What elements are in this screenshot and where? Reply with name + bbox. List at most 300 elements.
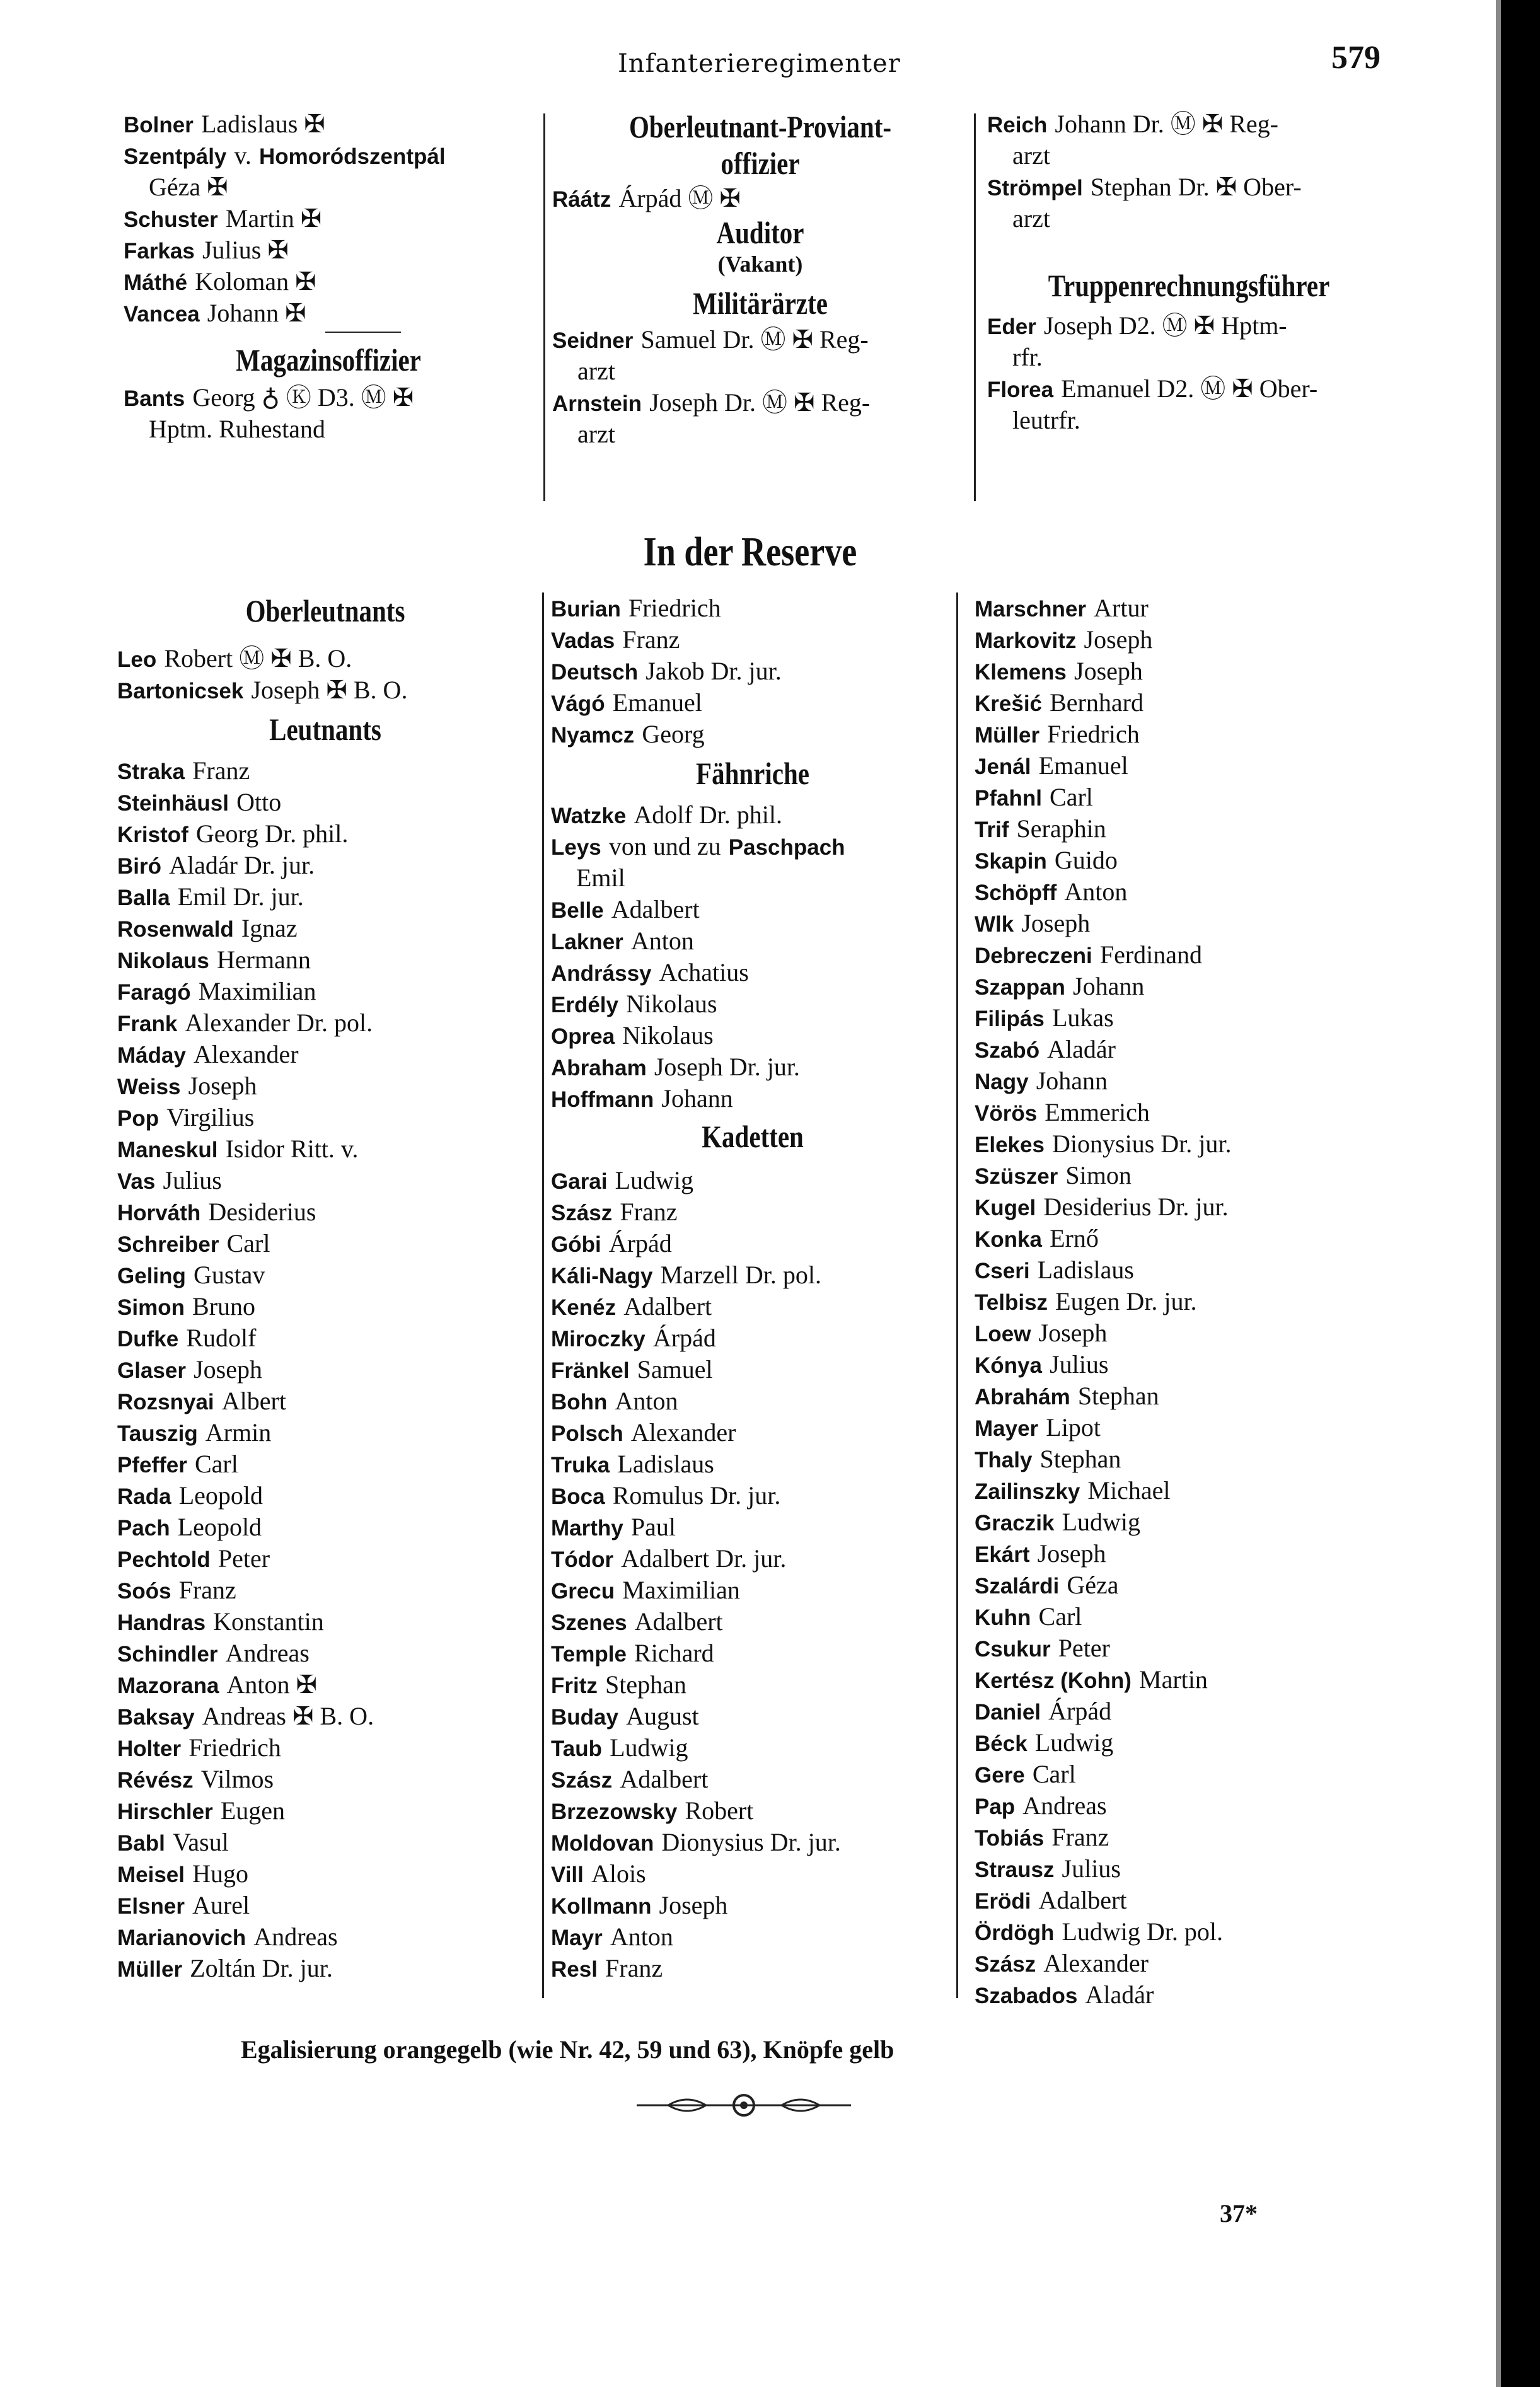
- given-name: Adalbert: [634, 1607, 723, 1636]
- surname: Révész: [117, 1768, 194, 1793]
- surname: Góbi: [551, 1232, 601, 1257]
- roster-entry: [975, 971, 1391, 1002]
- roster-entry: [117, 1291, 533, 1322]
- section-heading: Oberleutnants: [245, 593, 405, 628]
- section-heading: Magazinsoffizier: [236, 342, 421, 378]
- given-name: Carl: [1038, 1602, 1082, 1631]
- given-name: Samuel: [637, 1355, 713, 1384]
- surname: Burian: [551, 597, 621, 621]
- surname: Filipás: [975, 1007, 1045, 1031]
- given-name: Andreas: [225, 1639, 310, 1667]
- reserve-heading: In der Reserve: [643, 529, 857, 575]
- given-name: Emmerich: [1045, 1098, 1150, 1126]
- surname: Gere: [975, 1763, 1025, 1788]
- roster-entry: [117, 1638, 533, 1669]
- given-name: Joseph: [1021, 909, 1091, 937]
- roster-entry: [975, 782, 1391, 813]
- surname: Meisel: [117, 1863, 185, 1887]
- given-name: Johann: [1036, 1066, 1108, 1095]
- given-name: Stephan: [605, 1670, 686, 1699]
- given-name: Anton: [1064, 877, 1128, 906]
- roster-entry: [975, 1664, 1391, 1696]
- roster-entry: [117, 1953, 533, 1984]
- given-name: Ernő: [1050, 1224, 1099, 1252]
- given-name: Ludwig: [1062, 1508, 1140, 1536]
- surname: Belle: [551, 898, 604, 923]
- surname: Holter: [117, 1737, 182, 1761]
- roster-entry: [124, 171, 533, 203]
- given-name: Maximilian: [622, 1576, 740, 1604]
- roster-entry: [551, 894, 954, 925]
- given-name: Leopold: [178, 1481, 263, 1510]
- given-name: Stephan: [1039, 1445, 1121, 1473]
- given-name: Vilmos: [200, 1765, 274, 1793]
- given-name: Alexander: [1043, 1949, 1149, 1977]
- roster-entry: [124, 298, 533, 329]
- given-name: Gustav: [194, 1261, 265, 1289]
- roster-entry: [975, 1475, 1391, 1506]
- surname: Seidner: [552, 328, 634, 353]
- roster-entry: [552, 387, 968, 419]
- roster-entry: [551, 1322, 954, 1354]
- roster-entry: [975, 750, 1391, 782]
- given-name: arzt: [1012, 204, 1050, 233]
- given-name: Joseph: [1084, 625, 1153, 654]
- surname: Handras: [117, 1610, 206, 1635]
- given-name: Franz: [605, 1954, 663, 1982]
- given-name: Armin: [205, 1418, 272, 1447]
- surname: Szabó: [975, 1038, 1040, 1063]
- given-name: Andreas: [253, 1922, 338, 1951]
- roster-entry: [117, 913, 533, 944]
- roster-entry: [117, 1511, 533, 1543]
- surname: Dufke: [117, 1327, 179, 1351]
- given-name: Aladár: [1085, 1980, 1154, 2009]
- given-name: Robert: [685, 1796, 754, 1825]
- surname: Andrássy: [551, 961, 652, 986]
- roster-entry: [117, 1259, 533, 1291]
- given-name: Leopold: [177, 1513, 262, 1541]
- given-name: Peter: [1058, 1634, 1110, 1662]
- given-name: Lukas: [1051, 1003, 1114, 1032]
- surname: Oprea: [551, 1024, 615, 1049]
- given-name: Franz: [622, 625, 680, 654]
- roster-entry: [551, 1921, 954, 1953]
- given-name: Nikolaus: [626, 990, 717, 1018]
- given-name: Paul: [630, 1513, 676, 1541]
- roster-entry: [551, 1165, 954, 1196]
- surname: Baksay: [117, 1705, 195, 1730]
- given-name: Achatius: [659, 958, 749, 986]
- roster-entry: [551, 1291, 954, 1322]
- surname: Simon: [117, 1295, 185, 1320]
- scan-edge-shadow: [1496, 0, 1501, 2387]
- given-name: Ladislaus ✠: [200, 110, 325, 138]
- roster-entry: [975, 624, 1391, 656]
- surname-part: Paschpach: [728, 835, 845, 860]
- given-name: Aladár Dr. jur.: [169, 851, 315, 879]
- given-name: Carl: [226, 1229, 270, 1257]
- given-name: von und zu: [608, 832, 721, 860]
- roster-entry: [117, 976, 533, 1007]
- roster-entry: [551, 1732, 954, 1764]
- column-3-bottom: [975, 592, 1391, 2011]
- roster-entry: [975, 719, 1391, 750]
- surname: Rozsnyai: [117, 1390, 214, 1414]
- roster-entry: [987, 342, 1391, 373]
- surname: Pach: [117, 1516, 170, 1540]
- given-name: Ludwig: [615, 1166, 694, 1194]
- roster-entry: [551, 799, 954, 831]
- surname: Kertész (Kohn): [975, 1668, 1132, 1693]
- roster-entry: [117, 1858, 533, 1890]
- surname: Daniel: [975, 1700, 1041, 1725]
- surname: Szalárdi: [975, 1574, 1060, 1598]
- given-name: Adalbert: [620, 1765, 709, 1793]
- surname: Reich: [987, 113, 1048, 137]
- surname: Mayer: [975, 1416, 1039, 1441]
- section-heading: Truppenrechnungsführer: [1048, 268, 1330, 303]
- column-1-bottom: [117, 592, 533, 1984]
- given-name: Bruno: [192, 1292, 256, 1321]
- roster-entry: [551, 1953, 954, 1984]
- surname: Szenes: [551, 1610, 627, 1635]
- roster-entry: [975, 1317, 1391, 1349]
- surname: Müller: [117, 1957, 183, 1982]
- roster-entry: [551, 656, 954, 687]
- roster-entry: [117, 818, 533, 850]
- surname: Weiss: [117, 1075, 181, 1099]
- roster-entry: [975, 1002, 1391, 1034]
- given-name: Árpád Ⓜ ✠: [618, 184, 741, 212]
- given-name: arzt: [577, 357, 615, 385]
- surname: Nyamcz: [551, 723, 635, 748]
- roster-entry: [117, 1448, 533, 1480]
- given-name: Julius: [163, 1166, 222, 1194]
- roster-entry: [975, 1601, 1391, 1633]
- roster-entry: [975, 1633, 1391, 1664]
- surname: Schuster: [124, 207, 218, 232]
- column-rule: [542, 592, 544, 1998]
- roster-entry: [975, 1380, 1391, 1412]
- given-name: Robert Ⓜ ✠ B. O.: [164, 644, 352, 673]
- section-heading: Leutnants: [269, 712, 381, 747]
- given-name: Dionysius Dr. jur.: [1052, 1130, 1232, 1158]
- given-name: Árpád: [608, 1229, 672, 1257]
- given-name: Eugen Dr. jur.: [1055, 1287, 1197, 1315]
- given-name: Aladár: [1047, 1035, 1116, 1063]
- given-name: Andreas: [1022, 1791, 1107, 1820]
- given-name: Franz: [192, 756, 250, 785]
- given-name: arzt: [577, 420, 615, 448]
- surname: Pfahnl: [975, 786, 1042, 811]
- given-name: Desiderius: [208, 1198, 316, 1226]
- given-name: Romulus Dr. jur.: [612, 1481, 781, 1510]
- section-heading: Oberleutnant-Proviant-: [628, 109, 892, 144]
- roster-entry: [117, 1354, 533, 1385]
- surname: Farkas: [124, 239, 195, 263]
- given-name: Alexander: [194, 1040, 299, 1068]
- surname: Káli-Nagy: [551, 1264, 653, 1288]
- given-name: Vasul: [172, 1828, 229, 1856]
- surname: Kollmann: [551, 1894, 652, 1919]
- given-name: Hermann: [216, 945, 311, 974]
- surname: Schöpff: [975, 881, 1057, 905]
- surname: Szentpály: [124, 144, 227, 169]
- given-name: Ferdinand: [1099, 940, 1203, 969]
- roster-entry: [551, 1511, 954, 1543]
- roster-entry: [975, 876, 1391, 908]
- surname: Leo: [117, 647, 157, 672]
- given-name: Julius: [1062, 1854, 1121, 1883]
- given-name: Johann: [661, 1084, 733, 1113]
- given-name: Emanuel: [1038, 751, 1128, 780]
- given-name: Maximilian: [198, 977, 316, 1005]
- given-name: v.: [234, 141, 252, 170]
- given-name: Koloman ✠: [195, 267, 316, 296]
- given-name: Simon: [1065, 1161, 1132, 1189]
- given-name: Georg ♁ Ⓚ D3. Ⓜ ✠: [192, 383, 414, 412]
- surname: Vancea: [124, 302, 200, 327]
- surname: Vörös: [975, 1101, 1038, 1126]
- surname: Nikolaus: [117, 949, 209, 973]
- surname: Vill: [551, 1863, 584, 1887]
- given-name: Artur: [1094, 594, 1149, 622]
- surname: Kónya: [975, 1353, 1042, 1378]
- surname: Krešić: [975, 691, 1043, 716]
- given-name: Árpád: [652, 1324, 716, 1352]
- roster-entry: [551, 1196, 954, 1228]
- given-name: Nikolaus: [622, 1021, 714, 1049]
- roster-entry: [975, 1128, 1391, 1160]
- roster-entry: [551, 624, 954, 656]
- roster-entry: [975, 687, 1391, 719]
- roster-entry: [975, 1885, 1391, 1916]
- running-title: Infanterieregimenter: [618, 49, 901, 78]
- surname: Ekárt: [975, 1542, 1030, 1567]
- surname: Kuhn: [975, 1605, 1031, 1630]
- surname: Garai: [551, 1169, 608, 1194]
- given-name: Joseph: [194, 1355, 262, 1384]
- given-name: Géza ✠: [149, 173, 228, 201]
- roster-entry: [117, 1165, 533, 1196]
- roster-entry: [551, 1259, 954, 1291]
- roster-entry: [552, 324, 968, 355]
- given-name: Joseph Dr. Ⓜ ✠ Reg-: [649, 388, 871, 417]
- given-name: Emanuel D2. Ⓜ ✠ Ober-: [1061, 374, 1318, 403]
- roster-entry: [987, 405, 1391, 436]
- roster-entry: [551, 1020, 954, 1051]
- roster-entry: [551, 1448, 954, 1480]
- vacancy-note: (Vakant): [717, 251, 803, 277]
- roster-entry: [551, 1764, 954, 1795]
- column-3-top: [987, 108, 1391, 436]
- roster-entry: [551, 1354, 954, 1385]
- given-name: Virgilius: [166, 1103, 255, 1131]
- given-name: Alois: [591, 1859, 646, 1888]
- roster-entry: [975, 1979, 1391, 2011]
- surname: Thaly: [975, 1448, 1033, 1472]
- surname: Erödi: [975, 1889, 1031, 1914]
- surname: Ráátz: [552, 187, 611, 212]
- surname: Mazorana: [117, 1673, 219, 1698]
- surname: Máday: [117, 1043, 186, 1068]
- surname: Szüszer: [975, 1164, 1058, 1189]
- given-name: Johann ✠: [207, 299, 306, 327]
- roster-entry: [551, 1858, 954, 1890]
- given-name: Joseph Dr. jur.: [654, 1053, 800, 1081]
- given-name: August: [626, 1702, 699, 1730]
- given-name: Hugo: [192, 1859, 248, 1888]
- surname: Nagy: [975, 1070, 1029, 1094]
- roster-entry: [117, 1543, 533, 1575]
- surname: Szabados: [975, 1984, 1078, 2008]
- ornament-divider: [630, 2086, 857, 2124]
- given-name: Dionysius Dr. jur.: [661, 1828, 841, 1856]
- roster-entry: [975, 1097, 1391, 1128]
- roster-entry: [117, 1039, 533, 1070]
- roster-entry: [975, 1853, 1391, 1885]
- given-name: Konstantin: [213, 1607, 324, 1636]
- surname: Elsner: [117, 1894, 185, 1919]
- given-name: Otto: [236, 788, 282, 816]
- roster-entry: [117, 787, 533, 818]
- roster-entry: [117, 1070, 533, 1102]
- roster-entry: [117, 1133, 533, 1165]
- given-name: Alexander: [630, 1418, 736, 1447]
- surname: Cseri: [975, 1259, 1030, 1283]
- surname: Rada: [117, 1484, 171, 1509]
- given-name: Carl: [1050, 783, 1093, 811]
- given-name: Rudolf: [186, 1324, 257, 1352]
- given-name: Joseph: [1038, 1319, 1108, 1347]
- given-name: Michael: [1087, 1476, 1171, 1505]
- roster-entry: [987, 203, 1391, 234]
- surname: Bohn: [551, 1390, 608, 1414]
- given-name: Franz: [178, 1576, 236, 1604]
- roster-entry: [975, 1727, 1391, 1759]
- roster-entry: [551, 988, 954, 1020]
- surname: Babl: [117, 1831, 165, 1856]
- given-name: Anton ✠: [226, 1670, 318, 1699]
- given-name: Friedrich: [1047, 720, 1140, 748]
- column-2-bottom: [551, 592, 954, 1984]
- given-name: Martin: [1139, 1665, 1208, 1694]
- given-name: Albert: [221, 1387, 286, 1415]
- given-name: Hptm. Ruhestand: [149, 415, 325, 443]
- roster-entry: [551, 1890, 954, 1921]
- roster-entry: [551, 957, 954, 988]
- given-name: Samuel Dr. Ⓜ ✠ Reg-: [640, 325, 869, 354]
- surname: Tauszig: [117, 1421, 198, 1446]
- roster-entry: [551, 719, 954, 750]
- given-name: Stephan Dr. ✠ Ober-: [1090, 173, 1302, 201]
- roster-entry: [551, 862, 954, 894]
- surname: Zailinszky: [975, 1479, 1080, 1504]
- given-name: Desiderius Dr. jur.: [1043, 1193, 1229, 1221]
- roster-entry: [975, 1349, 1391, 1380]
- given-name: Ludwig: [610, 1733, 688, 1762]
- surname: Marianovich: [117, 1926, 246, 1950]
- surname: Grecu: [551, 1579, 615, 1604]
- surname: Erdély: [551, 993, 618, 1017]
- roster-entry: [124, 140, 533, 171]
- given-name: Aurel: [192, 1891, 250, 1919]
- given-name: Anton: [630, 927, 694, 955]
- surname: Steinhäusl: [117, 791, 229, 816]
- roster-entry: [975, 1790, 1391, 1822]
- given-name: Zoltán Dr. jur.: [190, 1954, 333, 1982]
- given-name: Adalbert: [623, 1292, 712, 1321]
- surname: Fränkel: [551, 1358, 630, 1383]
- roster-entry: [117, 1890, 533, 1921]
- surname: Glaser: [117, 1358, 186, 1383]
- surname: Pop: [117, 1106, 159, 1131]
- given-name: leutrfr.: [1012, 406, 1080, 434]
- roster-entry: [975, 656, 1391, 687]
- column-rule: [974, 113, 976, 501]
- surname: Markovitz: [975, 628, 1077, 653]
- column-1-top: [124, 108, 533, 445]
- surname: Lakner: [551, 930, 623, 954]
- given-name: Martin ✠: [225, 204, 322, 233]
- given-name: Eugen: [220, 1796, 286, 1825]
- given-name: Seraphin: [1016, 814, 1106, 843]
- roster-entry: [551, 1417, 954, 1448]
- roster-entry: [975, 1569, 1391, 1601]
- column-rule: [956, 592, 958, 1998]
- roster-entry: [975, 1191, 1391, 1223]
- given-name: Joseph: [1037, 1539, 1106, 1568]
- surname: Brzezowsky: [551, 1800, 678, 1824]
- surname: Frank: [117, 1012, 178, 1036]
- roster-entry: [551, 1669, 954, 1701]
- roster-entry: [987, 310, 1391, 342]
- surname: Máthé: [124, 270, 188, 295]
- roster-entry: [117, 881, 533, 913]
- given-name: Alexander Dr. pol.: [185, 1009, 373, 1037]
- given-name: Friedrich: [628, 594, 721, 622]
- roster-entry: [551, 925, 954, 957]
- signature-mark: 37*: [1220, 2199, 1258, 2228]
- given-name: Richard: [634, 1639, 714, 1667]
- surname: Resl: [551, 1957, 598, 1982]
- given-name: Emil: [576, 864, 625, 892]
- roster-entry: [987, 171, 1391, 203]
- roster-entry: [551, 1480, 954, 1511]
- surname: Buday: [551, 1705, 618, 1730]
- surname: Kenéz: [551, 1295, 617, 1320]
- roster-entry: [551, 1228, 954, 1259]
- roster-entry: [987, 140, 1391, 171]
- roster-entry: [975, 908, 1391, 939]
- surname: Geling: [117, 1264, 186, 1288]
- roster-entry: [117, 1606, 533, 1638]
- surname: Szász: [551, 1201, 613, 1225]
- surname: Tódor: [551, 1547, 614, 1572]
- roster-entry: [975, 845, 1391, 876]
- given-name: Ladislaus: [1037, 1256, 1134, 1284]
- surname: Taub: [551, 1737, 603, 1761]
- roster-entry: [975, 1065, 1391, 1097]
- surname: Jenál: [975, 754, 1031, 779]
- roster-entry: [124, 413, 533, 445]
- surname: Klemens: [975, 660, 1067, 685]
- roster-entry: [975, 1948, 1391, 1979]
- surname: Ördögh: [975, 1921, 1055, 1945]
- roster-entry: [551, 1385, 954, 1417]
- surname: Strömpel: [987, 176, 1083, 200]
